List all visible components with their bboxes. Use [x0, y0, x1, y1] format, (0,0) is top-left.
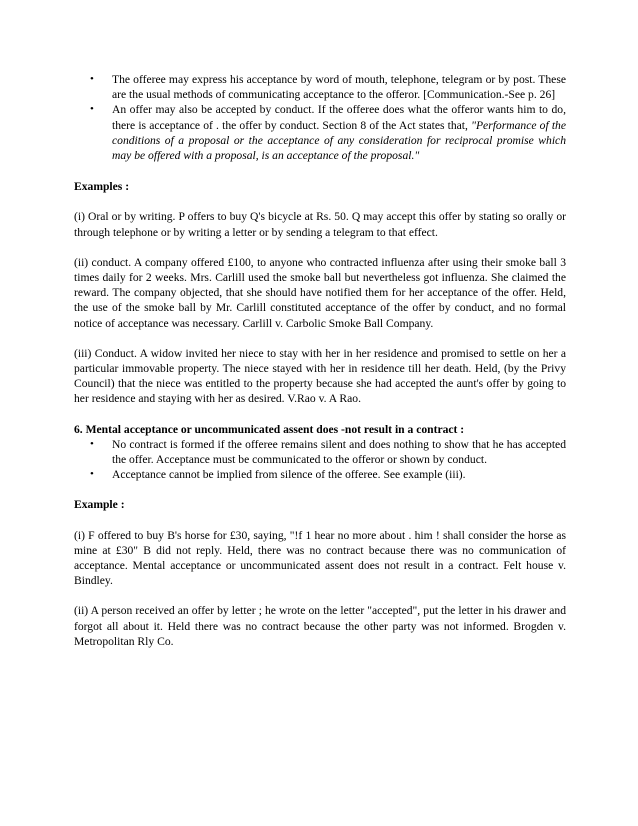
list-item — [74, 72, 566, 102]
list-item — [74, 467, 566, 482]
bullet-icon: • — [90, 73, 94, 85]
document-page — [74, 72, 566, 649]
bullet-icon: • — [90, 468, 94, 481]
example-paragraph-i: (i) Oral or by writing. P offers to buy Q's bicycle at Rs. 50. Q may accept this offer by stating so orally or through telephone or by writing a letter or by sending a telegram to that effect. — [74, 210, 566, 239]
example-paragraph-letter: (ii) A person received an offer by letter ; he wrote on the letter "accepted", put the letter in his drawer and forgot all about it. Held there was no contract because the other party was not informed. Brogden v. Metropolitan Rly Co. — [74, 604, 566, 648]
bullet-icon: • — [90, 437, 94, 450]
section-6-heading: 6. Mental acceptance or uncommunicated assent does -not result in a contract : — [74, 422, 465, 436]
list-item-text: An offer may also be accepted by conduct. If the offeree does what the offeror wants him to do, there is acceptance of . the offer by conduct. Section 8 of the Act states that, — [112, 103, 566, 132]
bullet-icon: • — [90, 103, 94, 116]
list-item-text: No contract is formed if the offeree remains silent and does nothing to show that he has accepted the offer. Acceptance must be communicated to the offeror or shown by conduct. — [112, 437, 566, 467]
example-paragraph-ii: (ii) conduct. A company offered £100, to anyone who contracted influenza after using their smoke ball 3 times daily for 2 weeks. Mrs. Carlill used the smoke ball but nevertheless got influenza. She claimed the reward. The company objected, that she should have notified them for her acceptance of the offer. Held, the use of the smoke ball by Mr. Carlill constituted acceptance of the offer by conduct, and no formal notice of acceptance was necessary. Carlill v. Carbolic Smoke Ball Company. — [74, 255, 566, 330]
example-heading: Example : — [74, 498, 125, 512]
acceptance-methods-list — [74, 72, 566, 163]
example-paragraph-horse: (i) F offered to buy B's horse for £30, saying, "!f 1 hear no more about . him ! shall consider the horse as mine at £30" B did not reply. Held, there was no contract because there was no communication of acceptance. Mental acceptance or uncommunicated assent does not result in a contract. Felt house v. Bindley. — [74, 528, 566, 588]
list-item — [74, 102, 566, 163]
list-item-text: Acceptance cannot be implied from silence of the offeree. See example (iii). — [112, 468, 466, 482]
examples-heading: Examples : — [74, 180, 130, 194]
list-item — [74, 437, 566, 467]
example-paragraph-iii: (iii) Conduct. A widow invited her niece to stay with her in her residence and promised to settle on her a particular immovable property. The niece stayed with her in residence till her death. Held, (by the Privy Council) that the niece was entitled to the property because she had accepted the aunt's offer by going to her residence and staying with her as desired. V.Rao v. A Rao. — [74, 346, 566, 406]
mental-acceptance-list — [74, 437, 566, 483]
list-item-text: The offeree may express his acceptance by word of mouth, telephone, telegram or by post. These are the usual methods of communicating acceptance to the offeror. [Communication.-See p. 26] — [112, 73, 566, 102]
section-8-quote: "Performance of the conditions of a proposal or the acceptance of any consideration for reciprocal promise which may be offered with a proposal, is an acceptance of the proposal." — [112, 118, 566, 163]
